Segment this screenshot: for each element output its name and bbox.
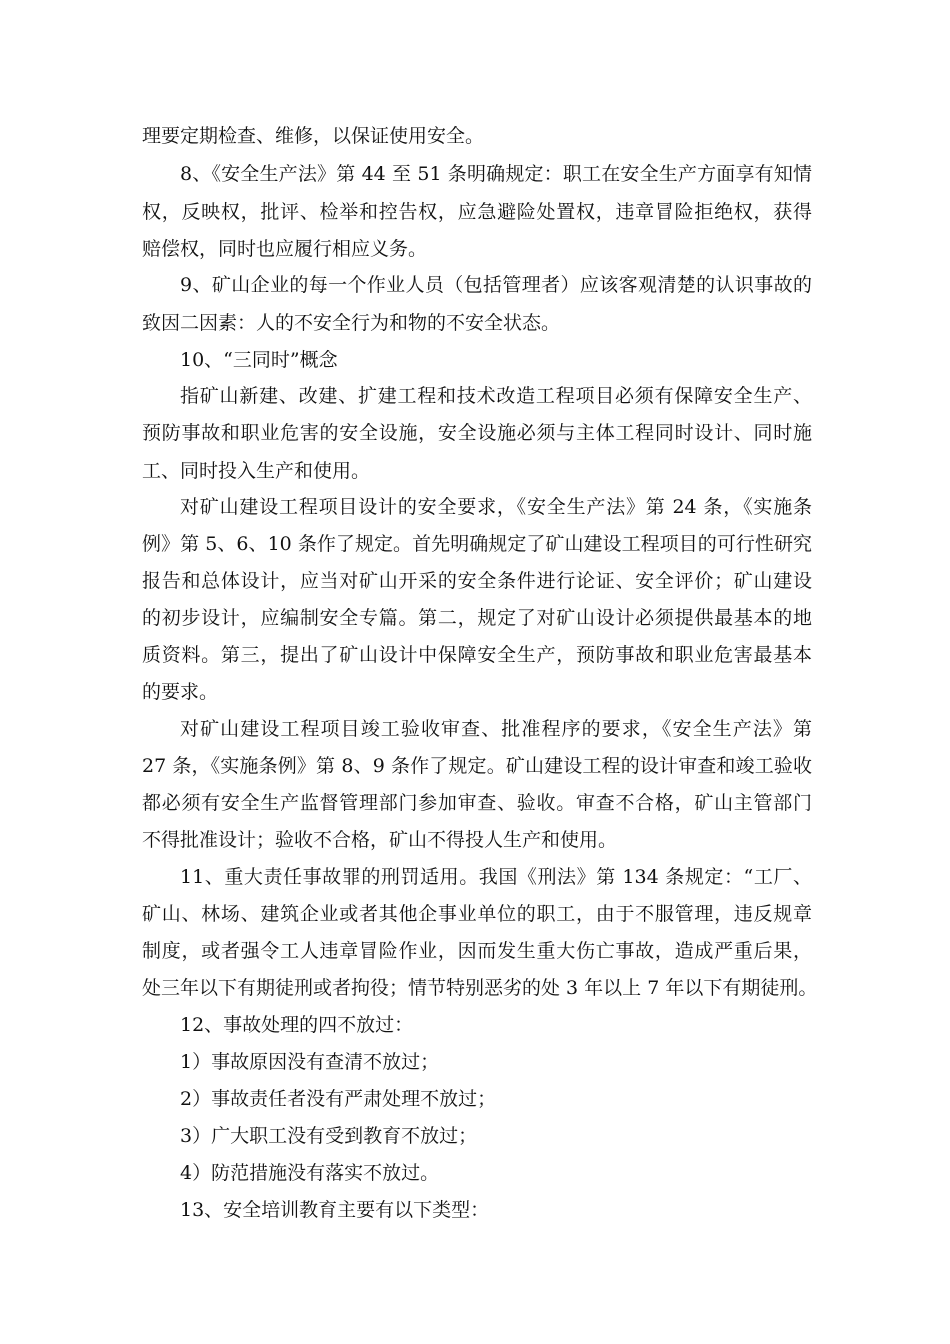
text-line: 制度，或者强令工人违章冒险作业，因而发生重大伤亡事故，造成严重后果， — [142, 940, 812, 962]
text-line: 工、同时投入生产和使用。 — [142, 460, 371, 482]
text-line: 27 条，《实施条例》第 8、9 条作了规定。矿山建设工程的设计审查和竣工验收 — [142, 755, 812, 777]
text-line: 赔偿权，同时也应履行相应义务。 — [142, 238, 428, 260]
text-line: 10、“三同时”概念 — [180, 349, 338, 371]
text-line: 质资料。第三，提出了矿山设计中保障安全生产，预防事故和职业危害最基本 — [142, 644, 812, 666]
text-line: 的初步设计，应编制安全专篇。第二，规定了对矿山设计必须提供最基本的地 — [142, 607, 812, 629]
text-line: 9、矿山企业的每一个作业人员（包括管理者）应该客观清楚的认识事故的 — [180, 274, 812, 296]
text-line: 的要求。 — [142, 681, 219, 703]
text-line: 矿山、林场、建筑企业或者其他企事业单位的职工，由于不服管理，违反规章 — [142, 903, 812, 925]
text-line: 例》第 5、6、10 条作了规定。首先明确规定了矿山建设工程项目的可行性研究 — [142, 533, 812, 555]
text-line: 1）事故原因没有查清不放过； — [180, 1051, 440, 1073]
text-line: 8、《安全生产法》第 44 至 51 条明确规定：职工在安全生产方面享有知情 — [180, 163, 812, 185]
text-line: 2）事故责任者没有严肃处理不放过； — [180, 1088, 497, 1110]
text-line: 理要定期检查、维修，以保证使用安全。 — [142, 125, 485, 147]
text-line: 不得批准设计；验收不合格，矿山不得投人生产和使用。 — [142, 829, 618, 851]
text-line: 13、安全培训教育主要有以下类型： — [180, 1199, 490, 1221]
text-line: 12、事故处理的四不放过： — [180, 1014, 414, 1036]
text-line: 指矿山新建、改建、扩建工程和技术改造工程项目必须有保障安全生产、 — [180, 385, 812, 407]
text-line: 都必须有安全生产监督管理部门参加审查、验收。审查不合格，矿山主管部门 — [142, 792, 812, 814]
text-line: 对矿山建设工程项目竣工验收审查、批准程序的要求，《安全生产法》第 — [180, 718, 812, 740]
text-line: 3）广大职工没有受到教育不放过； — [180, 1125, 478, 1147]
text-line: 报告和总体设计，应当对矿山开采的安全条件进行论证、安全评价；矿山建设 — [142, 570, 812, 592]
text-line: 致因二因素：人的不安全行为和物的不安全状态。 — [142, 312, 561, 334]
text-line: 4）防范措施没有落实不放过。 — [180, 1162, 440, 1184]
text-line: 对矿山建设工程项目设计的安全要求，《安全生产法》第 24 条，《实施条 — [180, 496, 812, 518]
text-line: 11、重大责任事故罪的刑罚适用。我国《刑法》第 134 条规定：“工厂、 — [180, 866, 812, 888]
text-line: 处三年以下有期徒刑或者拘役；情节特别恶劣的处 3 年以上 7 年以下有期徒刑。 — [142, 977, 818, 999]
text-line: 权，反映权，批评、检举和控告权，应急避险处置权，违章冒险拒绝权，获得 — [142, 201, 812, 223]
text-line: 预防事故和职业危害的安全设施，安全设施必须与主体工程同时设计、同时施 — [142, 422, 812, 444]
